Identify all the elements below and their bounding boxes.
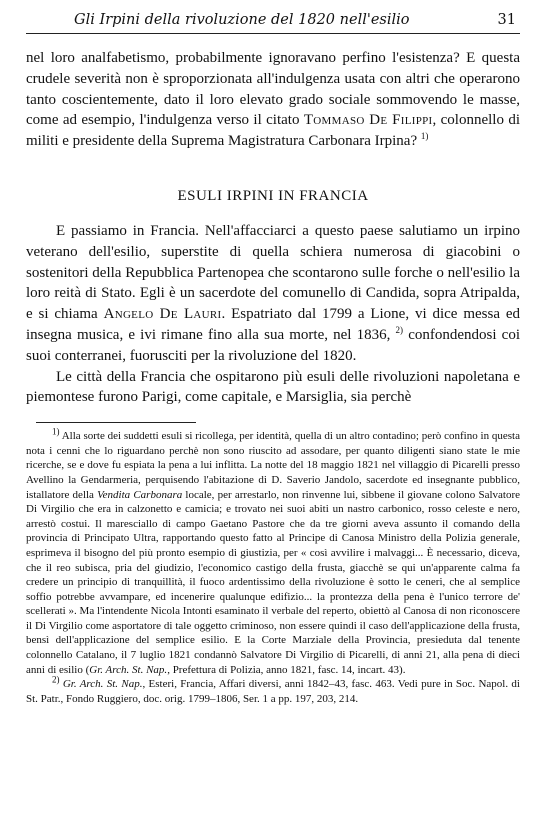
- section-paragraph-1: [26, 221, 520, 367]
- footnote-2-marker: 2): [52, 674, 60, 685]
- p1-person-name: Angelo De Lauri: [103, 306, 222, 323]
- fn1-text-3: , Prefettura di Polizia, anno 1821, fasc. 14, incart. 43).: [167, 663, 406, 676]
- footnote-1-marker: 1): [52, 426, 60, 437]
- running-header: [26, 10, 520, 34]
- fn1-italic-1: Vendita Carbonara: [97, 488, 183, 501]
- intro-text-1: nel loro analfabetismo, probabilmente ignoravano perfino l'esistenza? E questa crudele severità non è sproporzionata all'indulgenza usata con altri che operarono tanto coscientemente, dato il loro elevato grado sociale sommovendo le masse, come ad esempio, l'indulgenza verso il citato: [26, 50, 520, 129]
- p1-text-1: E passiamo in Francia. Nell'affacciarci a questo paese salutiamo un irpino veterano dell'esilio, superstite di quella schiera numerosa di giacobini o sostenitori della Repubblica Partenopea che scontarono sulle forche o nell'esilio la loro reità di Stato. Egli è un sacerdote del comunello di Candida, sopra Atripalda, e si chiama: [26, 222, 520, 323]
- fn1-text-1: Alla sorte dei suddetti esuli si ricollega, per identità, quella di un altro contadino; però confino in questa nota i cenni che lo riguardano perchè non sono riuscito ad assodare, per quanto diligenti siano state le mie ricerche, se e dove fu espiata la pena a lui inflitta. La notte del 18 maggio 1821 nel villaggio di Picarelli presso Avellino la Gendarmeria, perquisendo l'abitazione di D. Saverio Jandolo, sacerdote ed insegnante pubblico, istallatore della: [26, 430, 520, 501]
- footnotes: [26, 426, 521, 706]
- intro-text-2: , colonnello di militi e presidente della Suprema Magistratura Carbonara Irpina?: [26, 112, 520, 150]
- section-body: [26, 221, 520, 408]
- fn1-italic-2: Gr. Arch. St. Nap.: [89, 663, 168, 676]
- section-title: ESULI IRPINI IN FRANCIA: [177, 187, 369, 204]
- running-title: Gli Irpini della rivoluzione del 1820 nell'esilio: [74, 12, 410, 28]
- fn1-text-2: locale, per arrestarlo, non rinvenne lui, sibbene il giovane colono Salvatore Di Virgilio che era in calzonetto e camicia; e trovato nei suoi abiti un nastro carbonico, rosso celeste e nero, arrestò costui. Il maresciallo di campo Gaetano Pastore che da tre giorni aveva assunto il comando della provincia di Principato Ultra, rapportando questo fatto al Principe di Canosa Ministro della Polizia generale, esprimeva il bisogno del più pronto esempio di giustizia, per « così avvilire i malvaggi... È necessario, diceva, che il reo subisca, pria del giudizio, l'economico castigo della frusta, giacchè se qui un'apparente calma fa credere un principio di tranquillità, il fuoco ardentissimo della rivoluzione è sotto le ceneri, che al semplice soffio potrebbe avvampare, ed incenerire qualunque edifizio... la prontezza della pena è l'unico terrore de' scellerati ». Ma l'intendente Nicola Intonti esaminato il verbale del reperto, obiettò al Canosa di non riconoscere il Di Virgilio come asportatore di tale oggetto criminoso, non essere quindi il caso dell'applicazione della frusta, bensì dell'applicazione del semplice esilio. E la Corte Marziale della Provincia, presieduta dal tenente colonnello Catalano, il 7 luglio 1821 condannò Salvatore Di Virgilio di Picarelli, di anni 21, alla pena di dieci anni di esilio (: [26, 488, 521, 676]
- intro-person-name: Tommaso De Filippi: [303, 112, 433, 129]
- footnote-ref-1[interactable]: 1): [420, 131, 429, 142]
- page-number: 31: [497, 12, 516, 28]
- footnote-1: [26, 426, 521, 677]
- p1-text-2: . Espatriato dal 1799 a Lione, vi dice messa ed insegna musica, e ivi rimane fino alla sua morte, nel 1836,: [26, 306, 520, 343]
- footnote-ref-2[interactable]: 2): [395, 324, 404, 335]
- p1-text-3: confondendosi coi suoi conterranei, fuorusciti per la rivoluzione del 1820.: [26, 326, 520, 364]
- intro-paragraph: [26, 48, 520, 152]
- footnote-divider: [36, 422, 196, 423]
- section-paragraph-2: Le città della Francia che ospitarono più esuli delle rivoluzioni napoletana e piemontese furono Parigi, come capitale, e Marsiglia, sia perchè: [26, 368, 520, 406]
- fn2-italic: Gr. Arch. St. Nap.: [62, 678, 143, 691]
- footnote-2: [26, 674, 520, 706]
- fn2-text: , Esteri, Francia, Affari diversi, anni 1842–43, fasc. 463. Vedi pure in Soc. Napol. di St. Patr., Fondo Ruggiero, doc. orig. 1799–1806, Ser. 1 a pp. 197, 203, 214.: [26, 678, 520, 705]
